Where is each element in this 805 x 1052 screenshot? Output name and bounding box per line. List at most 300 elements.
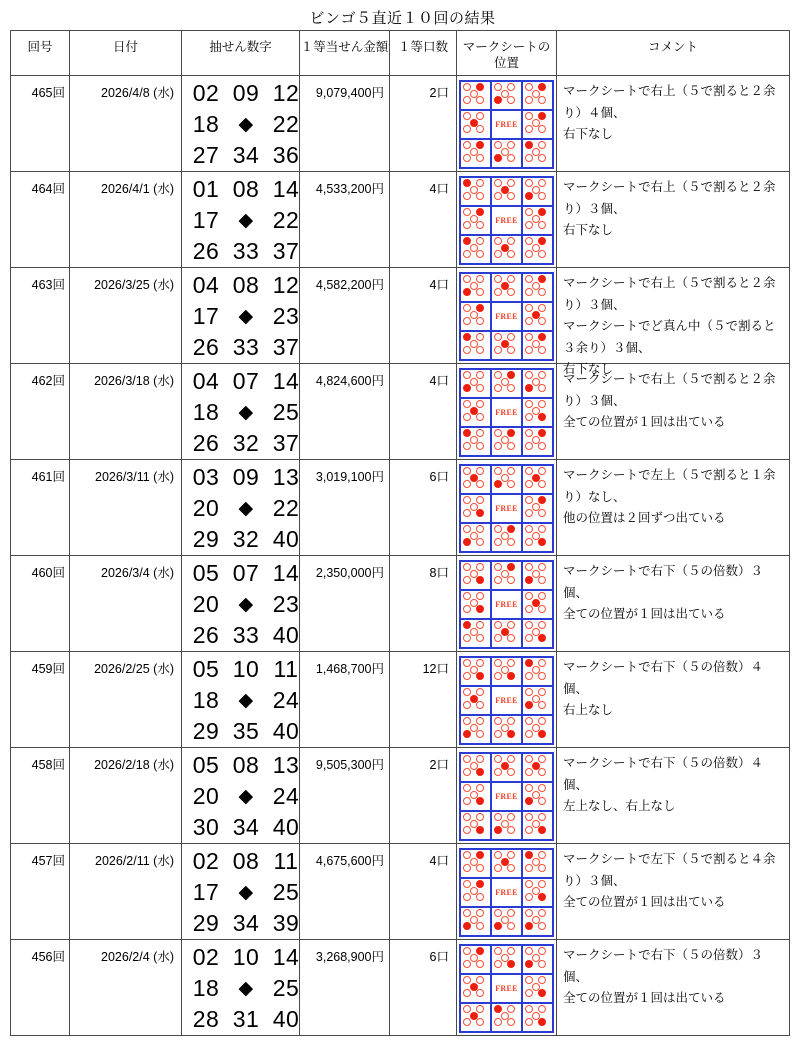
marksheet-free-cell: [492, 687, 521, 714]
empty-circle-icon: [476, 976, 484, 984]
empty-circle-icon: [463, 1005, 471, 1013]
empty-circle-icon: [538, 480, 546, 488]
round-cell: [11, 652, 69, 747]
empty-circle-icon: [463, 413, 471, 421]
drawn-number: 04: [192, 368, 220, 394]
empty-circle-icon: [525, 672, 533, 680]
comment-line: 右下なし: [563, 127, 614, 141]
prize-value: 9,079,400円: [315, 86, 384, 100]
marked-circle-icon: [476, 304, 484, 312]
units-cell: [389, 268, 456, 363]
marked-circle-icon: [538, 634, 546, 642]
empty-circle-icon: [525, 1005, 533, 1013]
drawn-number: 02: [192, 944, 220, 970]
empty-circle-icon: [476, 909, 484, 917]
marked-circle-icon: [494, 154, 502, 162]
marksheet-number-cell: [523, 111, 552, 138]
empty-circle-icon: [507, 755, 515, 763]
comment-cell: [556, 268, 789, 376]
round-value: 463回: [31, 278, 65, 292]
empty-circle-icon: [525, 496, 533, 504]
drawn-number: 18: [192, 687, 220, 713]
drawn-number: 24: [272, 783, 300, 809]
units-value: 4口: [429, 278, 449, 292]
prize-cell: [299, 268, 389, 363]
marksheet-number-cell: [461, 524, 490, 551]
drawn-number: 40: [272, 622, 300, 648]
empty-circle-icon: [476, 250, 484, 258]
empty-circle-icon: [476, 989, 484, 997]
marked-circle-icon: [525, 960, 533, 968]
free-label: FREE: [495, 120, 518, 129]
empty-circle-icon: [463, 525, 471, 533]
drawn-number: 28: [192, 1006, 220, 1032]
marked-circle-icon: [525, 701, 533, 709]
numbers-cell: [181, 268, 299, 363]
marked-circle-icon: [476, 768, 484, 776]
drawn-number: 03: [192, 464, 220, 490]
marked-circle-icon: [525, 384, 533, 392]
numbers-grid: [191, 174, 299, 267]
prize-value: 4,533,200円: [315, 182, 384, 196]
date-value: 2026/3/4 (水): [101, 566, 174, 580]
empty-circle-icon: [538, 442, 546, 450]
marksheet-number-cell: [523, 754, 552, 781]
marksheet-number-cell: [523, 879, 552, 906]
marksheet-grid: [459, 272, 554, 361]
empty-circle-icon: [463, 208, 471, 216]
empty-circle-icon: [494, 288, 502, 296]
empty-circle-icon: [463, 784, 471, 792]
drawn-number: 17: [192, 879, 220, 905]
marked-circle-icon: [538, 208, 546, 216]
free-diamond: ◆: [238, 786, 254, 807]
marked-circle-icon: [525, 576, 533, 584]
empty-circle-icon: [494, 346, 502, 354]
marksheet-number-cell: [492, 908, 521, 935]
marksheet-number-cell: [523, 562, 552, 589]
marksheet-grid: [459, 464, 554, 553]
date-cell: [69, 652, 181, 747]
empty-circle-icon: [463, 125, 471, 133]
empty-circle-icon: [538, 141, 546, 149]
drawn-number: 20: [192, 591, 220, 617]
empty-circle-icon: [525, 525, 533, 533]
empty-circle-icon: [494, 851, 502, 859]
empty-circle-icon: [463, 221, 471, 229]
empty-circle-icon: [538, 192, 546, 200]
empty-circle-icon: [463, 112, 471, 120]
empty-circle-icon: [494, 275, 502, 283]
empty-circle-icon: [476, 538, 484, 546]
comment-cell: [556, 844, 789, 939]
empty-circle-icon: [538, 659, 546, 667]
units-value: 6口: [429, 950, 449, 964]
empty-circle-icon: [463, 813, 471, 821]
date-value: 2026/2/18 (水): [94, 758, 174, 772]
marksheet-cell: [456, 460, 556, 555]
marksheet-free-cell: [492, 399, 521, 426]
marksheet-number-cell: [492, 1004, 521, 1031]
empty-circle-icon: [494, 83, 502, 91]
marked-circle-icon: [507, 429, 515, 437]
units-cell: [389, 556, 456, 651]
marksheet-number-cell: [461, 332, 490, 359]
drawn-number: 07: [232, 560, 260, 586]
marksheet-grid: [459, 656, 554, 745]
marksheet-number-cell: [523, 303, 552, 330]
empty-circle-icon: [463, 576, 471, 584]
empty-circle-icon: [463, 960, 471, 968]
drawn-number: 22: [272, 495, 300, 521]
comment-cell: [556, 556, 789, 651]
numbers-grid: [191, 78, 299, 171]
empty-circle-icon: [525, 112, 533, 120]
comment-cell: [556, 172, 789, 267]
marked-circle-icon: [463, 237, 471, 245]
empty-circle-icon: [463, 717, 471, 725]
empty-circle-icon: [476, 659, 484, 667]
empty-circle-icon: [463, 909, 471, 917]
marksheet-number-cell: [492, 620, 521, 647]
empty-circle-icon: [507, 1005, 515, 1013]
empty-circle-icon: [538, 947, 546, 955]
drawn-number: 32: [232, 526, 260, 552]
drawn-number: 12: [272, 80, 300, 106]
empty-circle-icon: [476, 755, 484, 763]
empty-circle-icon: [525, 442, 533, 450]
empty-circle-icon: [507, 141, 515, 149]
units-value: 4口: [429, 182, 449, 196]
empty-circle-icon: [525, 538, 533, 546]
empty-circle-icon: [476, 496, 484, 504]
prize-value: 2,350,000円: [315, 566, 384, 580]
marksheet-number-cell: [523, 1004, 552, 1031]
empty-circle-icon: [494, 525, 502, 533]
empty-circle-icon: [476, 275, 484, 283]
empty-circle-icon: [507, 333, 515, 341]
empty-circle-icon: [525, 755, 533, 763]
marked-circle-icon: [525, 922, 533, 930]
free-diamond: ◆: [238, 210, 254, 231]
empty-circle-icon: [507, 154, 515, 162]
marksheet-cell: [456, 172, 556, 267]
drawn-number: 17: [192, 303, 220, 329]
empty-circle-icon: [525, 880, 533, 888]
empty-circle-icon: [538, 701, 546, 709]
empty-circle-icon: [476, 442, 484, 450]
empty-circle-icon: [463, 400, 471, 408]
empty-circle-icon: [463, 480, 471, 488]
marked-circle-icon: [476, 509, 484, 517]
marksheet-number-cell: [523, 620, 552, 647]
header-numbers: 抽せん数字: [181, 31, 299, 75]
marked-circle-icon: [538, 1018, 546, 1026]
empty-circle-icon: [476, 592, 484, 600]
marked-circle-icon: [538, 112, 546, 120]
empty-circle-icon: [476, 1018, 484, 1026]
marksheet-number-cell: [523, 524, 552, 551]
empty-circle-icon: [507, 717, 515, 725]
marksheet-number-cell: [492, 562, 521, 589]
empty-circle-icon: [476, 480, 484, 488]
header-comment: コメント: [556, 31, 789, 75]
free-diamond: ◆: [238, 402, 254, 423]
empty-circle-icon: [476, 701, 484, 709]
empty-circle-icon: [476, 634, 484, 642]
empty-circle-icon: [507, 576, 515, 584]
empty-circle-icon: [463, 688, 471, 696]
empty-circle-icon: [494, 672, 502, 680]
numbers-grid: [191, 462, 299, 555]
marked-circle-icon: [476, 826, 484, 834]
drawn-number: 34: [232, 910, 260, 936]
drawn-number: 09: [232, 464, 260, 490]
empty-circle-icon: [494, 717, 502, 725]
round-cell: [11, 460, 69, 555]
date-value: 2026/3/18 (水): [94, 374, 174, 388]
round-cell: [11, 556, 69, 651]
empty-circle-icon: [525, 346, 533, 354]
comment-line: 全ての位置が１回は出ている: [563, 607, 726, 621]
marksheet-number-cell: [492, 946, 521, 973]
prize-cell: [299, 76, 389, 171]
free-diamond: ◆: [238, 594, 254, 615]
date-value: 2026/4/8 (水): [101, 86, 174, 100]
marksheet-free-cell: [492, 879, 521, 906]
empty-circle-icon: [538, 125, 546, 133]
empty-circle-icon: [463, 851, 471, 859]
drawn-number: 14: [272, 368, 300, 394]
marked-circle-icon: [476, 576, 484, 584]
free-label: FREE: [495, 312, 518, 321]
drawn-number: 10: [232, 944, 260, 970]
empty-circle-icon: [538, 717, 546, 725]
empty-circle-icon: [476, 384, 484, 392]
empty-circle-icon: [463, 634, 471, 642]
empty-circle-icon: [463, 192, 471, 200]
marked-circle-icon: [494, 826, 502, 834]
marksheet-number-cell: [492, 140, 521, 167]
marksheet-number-cell: [523, 370, 552, 397]
drawn-number: 34: [232, 814, 260, 840]
marksheet-number-cell: [461, 466, 490, 493]
empty-circle-icon: [476, 717, 484, 725]
marksheet-number-cell: [461, 274, 490, 301]
round-value: 458回: [31, 758, 65, 772]
marksheet-number-cell: [523, 908, 552, 935]
empty-circle-icon: [525, 413, 533, 421]
empty-circle-icon: [538, 317, 546, 325]
empty-circle-icon: [463, 768, 471, 776]
empty-circle-icon: [525, 813, 533, 821]
numbers-cell: [181, 556, 299, 651]
drawn-number: 37: [272, 430, 300, 456]
marked-circle-icon: [507, 672, 515, 680]
empty-circle-icon: [494, 730, 502, 738]
marksheet-number-cell: [461, 946, 490, 973]
marksheet-cell: [456, 76, 556, 171]
marksheet-free-cell: [492, 495, 521, 522]
empty-circle-icon: [525, 125, 533, 133]
header-marksheet-line1: マークシートの: [462, 40, 551, 54]
drawn-number: 05: [192, 752, 220, 778]
marksheet-number-cell: [461, 879, 490, 906]
drawn-number: 18: [192, 975, 220, 1001]
empty-circle-icon: [494, 179, 502, 187]
comment-line: 全ての位置が１回は出ている: [563, 895, 726, 909]
empty-circle-icon: [525, 563, 533, 571]
empty-circle-icon: [476, 96, 484, 104]
free-label: FREE: [495, 504, 518, 513]
empty-circle-icon: [463, 989, 471, 997]
date-cell: [69, 364, 181, 459]
marksheet-free-cell: [492, 303, 521, 330]
comment-block: [563, 945, 785, 1010]
drawn-number: 33: [232, 238, 260, 264]
marksheet-number-cell: [461, 975, 490, 1002]
table-row: [11, 747, 789, 843]
marksheet-number-cell: [523, 687, 552, 714]
empty-circle-icon: [507, 83, 515, 91]
marksheet-number-cell: [523, 850, 552, 877]
numbers-grid: [191, 846, 299, 939]
marksheet-free-cell: [492, 783, 521, 810]
drawn-number: 20: [192, 783, 220, 809]
empty-circle-icon: [463, 96, 471, 104]
empty-circle-icon: [538, 179, 546, 187]
numbers-cell: [181, 652, 299, 747]
empty-circle-icon: [494, 237, 502, 245]
marksheet-number-cell: [461, 754, 490, 781]
empty-circle-icon: [507, 250, 515, 258]
marksheet-number-cell: [523, 591, 552, 618]
marksheet-number-cell: [523, 716, 552, 743]
marked-circle-icon: [476, 851, 484, 859]
marksheet-number-cell: [461, 658, 490, 685]
marksheet-number-cell: [523, 207, 552, 234]
marked-circle-icon: [507, 960, 515, 968]
header-round: 回号: [27, 40, 53, 54]
empty-circle-icon: [538, 346, 546, 354]
empty-circle-icon: [463, 275, 471, 283]
marksheet-number-cell: [523, 975, 552, 1002]
numbers-cell: [181, 844, 299, 939]
empty-circle-icon: [476, 864, 484, 872]
marked-circle-icon: [463, 288, 471, 296]
marksheet-cell: [456, 364, 556, 459]
marked-circle-icon: [538, 429, 546, 437]
empty-circle-icon: [525, 605, 533, 613]
drawn-number: 35: [232, 718, 260, 744]
empty-circle-icon: [476, 813, 484, 821]
marksheet-number-cell: [523, 946, 552, 973]
numbers-grid: [191, 270, 299, 363]
marksheet-number-cell: [461, 908, 490, 935]
drawn-number: 30: [192, 814, 220, 840]
marksheet-number-cell: [461, 82, 490, 109]
empty-circle-icon: [507, 634, 515, 642]
empty-circle-icon: [494, 813, 502, 821]
empty-circle-icon: [525, 304, 533, 312]
marked-circle-icon: [463, 429, 471, 437]
units-cell: [389, 748, 456, 843]
date-cell: [69, 844, 181, 939]
marksheet-free-cell: [492, 591, 521, 618]
marked-circle-icon: [463, 538, 471, 546]
marked-circle-icon: [538, 730, 546, 738]
date-cell: [69, 940, 181, 1035]
comment-block: [563, 657, 785, 722]
round-cell: [11, 364, 69, 459]
marksheet-cell: [456, 940, 556, 1035]
drawn-number: 29: [192, 526, 220, 552]
empty-circle-icon: [525, 989, 533, 997]
numbers-grid: [191, 942, 299, 1035]
empty-circle-icon: [525, 208, 533, 216]
empty-circle-icon: [525, 592, 533, 600]
empty-circle-icon: [538, 384, 546, 392]
empty-circle-icon: [525, 864, 533, 872]
empty-circle-icon: [507, 1018, 515, 1026]
empty-circle-icon: [476, 288, 484, 296]
marksheet-cell: [456, 268, 556, 363]
marksheet-number-cell: [492, 658, 521, 685]
round-cell: [11, 268, 69, 363]
marksheet-number-cell: [492, 716, 521, 743]
comment-line: マークシートで右上（５で割ると２余り）４個、: [563, 84, 776, 120]
empty-circle-icon: [463, 976, 471, 984]
drawn-number: 34: [232, 142, 260, 168]
marksheet-number-cell: [461, 111, 490, 138]
header-date: 日付: [69, 31, 181, 75]
empty-circle-icon: [476, 922, 484, 930]
comment-cell: [556, 748, 789, 843]
empty-circle-icon: [507, 192, 515, 200]
units-cell: [389, 940, 456, 1035]
empty-circle-icon: [538, 304, 546, 312]
empty-circle-icon: [463, 755, 471, 763]
empty-circle-icon: [507, 237, 515, 245]
empty-circle-icon: [538, 672, 546, 680]
comment-cell: [556, 940, 789, 1035]
empty-circle-icon: [463, 1018, 471, 1026]
empty-circle-icon: [525, 96, 533, 104]
comment-line: 右上なし: [563, 703, 614, 717]
marksheet-number-cell: [523, 812, 552, 839]
marked-circle-icon: [538, 83, 546, 91]
free-label: FREE: [495, 984, 518, 993]
empty-circle-icon: [463, 371, 471, 379]
round-cell: [11, 940, 69, 1035]
empty-circle-icon: [538, 371, 546, 379]
marked-circle-icon: [476, 797, 484, 805]
empty-circle-icon: [463, 605, 471, 613]
drawn-number: 27: [192, 142, 220, 168]
empty-circle-icon: [494, 429, 502, 437]
free-label: FREE: [495, 792, 518, 801]
units-value: 4口: [429, 374, 449, 388]
drawn-number: 14: [272, 944, 300, 970]
empty-circle-icon: [463, 592, 471, 600]
date-value: 2026/3/11 (水): [95, 470, 174, 484]
empty-circle-icon: [538, 288, 546, 296]
comment-block: [563, 369, 785, 434]
drawn-number: 11: [273, 656, 299, 682]
marksheet-number-cell: [461, 140, 490, 167]
empty-circle-icon: [494, 442, 502, 450]
drawn-number: 37: [272, 334, 300, 360]
